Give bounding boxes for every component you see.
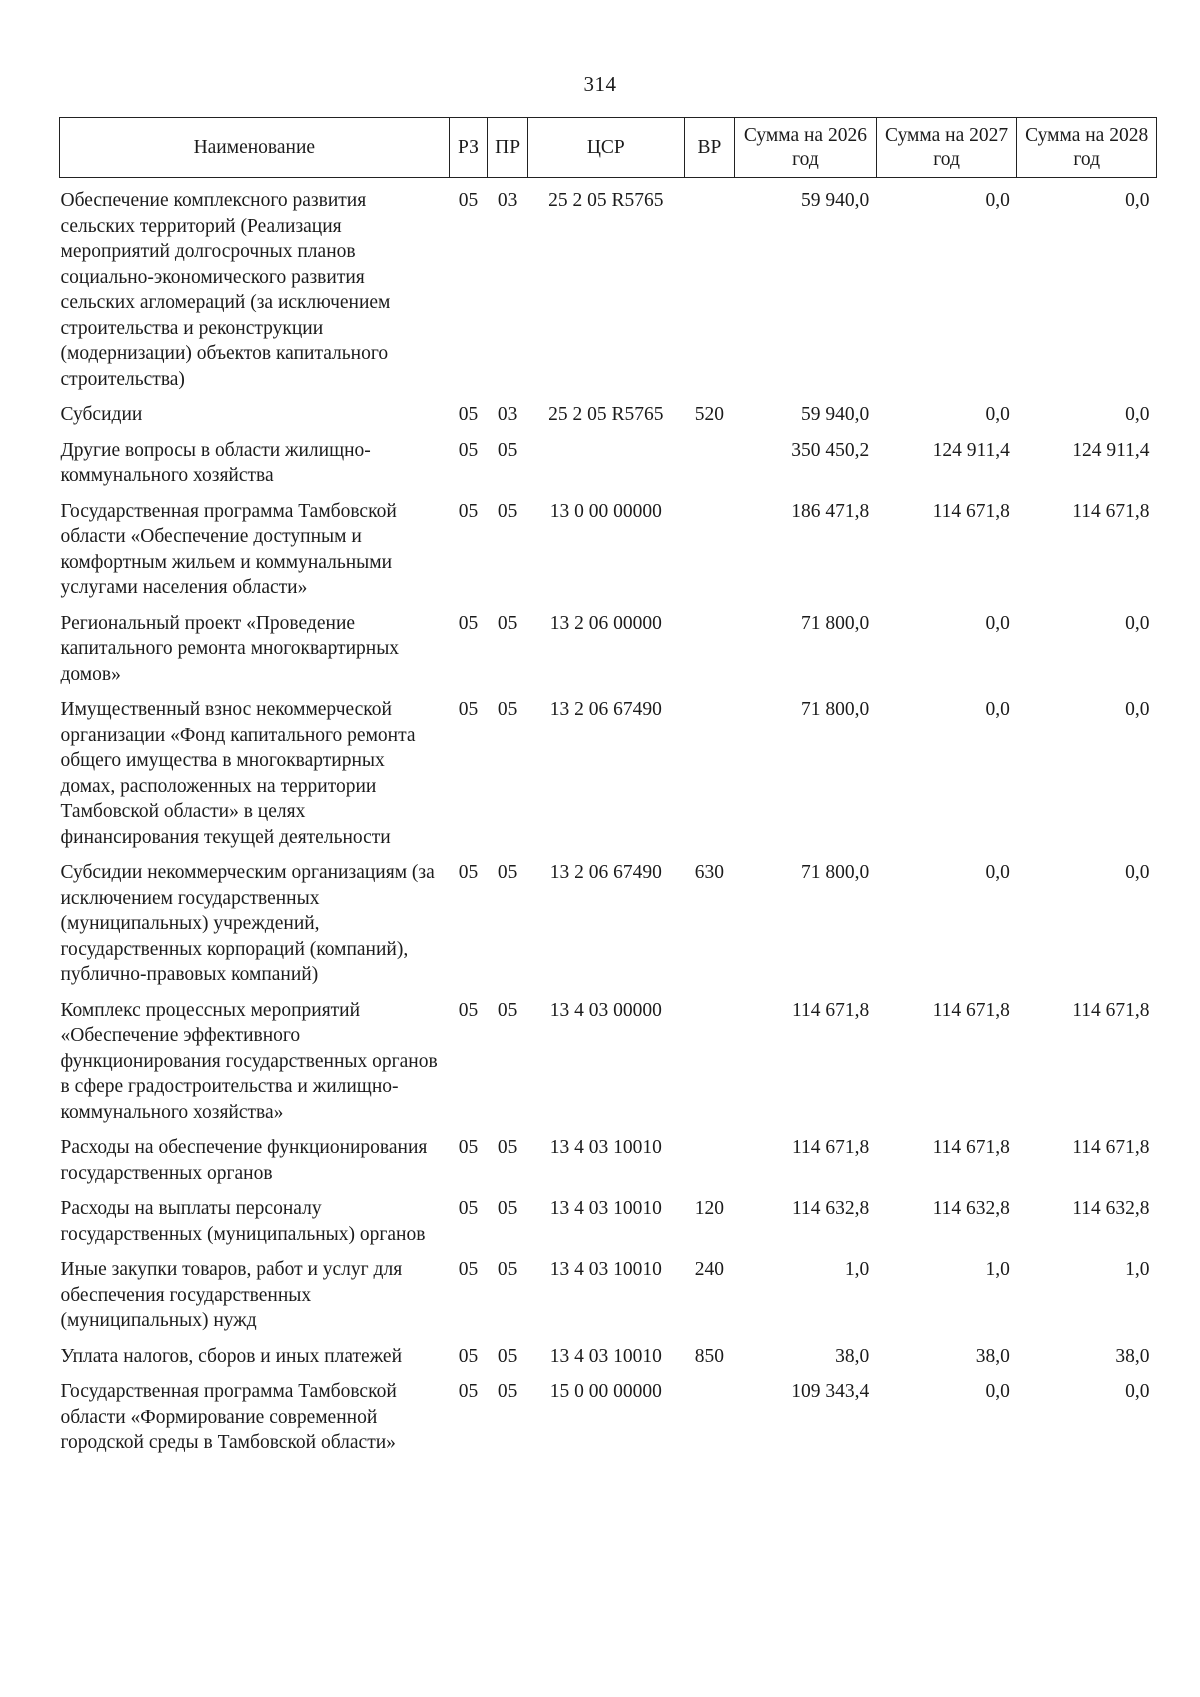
row-sum-2028: 124 911,4 xyxy=(1072,439,1150,461)
row-sum-2026: 71 800,0 xyxy=(801,699,870,720)
row-pr: 05 xyxy=(497,1345,518,1367)
header-rz: РЗ xyxy=(449,118,488,178)
row-name: Расходы на выплаты персоналу государственных (муниципальных) органов xyxy=(60,1198,426,1245)
row-csr: 13 4 03 00000 xyxy=(549,999,662,1021)
row-vr: 520 xyxy=(694,404,725,425)
row-pr: 05 xyxy=(497,699,518,720)
table-row xyxy=(60,850,1157,988)
row-rz: 05 xyxy=(458,1137,479,1158)
table-row xyxy=(60,489,1157,601)
row-sum-2027: 0,0 xyxy=(985,190,1010,211)
row-pr: 05 xyxy=(497,500,518,522)
page-number: 314 xyxy=(583,72,617,96)
table-row xyxy=(60,601,1157,688)
row-sum-2027: 114 671,8 xyxy=(932,1137,1010,1158)
row-pr: 05 xyxy=(497,1137,518,1158)
row-name: Субсидии некоммерческим организациям (за исключением государственных (муниципальных) учреждений, государственных корпораций (компаний), публично-правовых компаний) xyxy=(60,862,435,985)
row-rz: 05 xyxy=(458,439,479,461)
row-sum-2026: 186 471,8 xyxy=(791,500,870,522)
row-pr: 03 xyxy=(497,404,518,425)
row-sum-2027: 0,0 xyxy=(985,862,1010,883)
row-sum-2027: 114 632,8 xyxy=(932,1198,1010,1219)
row-name: Комплекс процессных мероприятий «Обеспечение эффективного функционирования государственных органов в сфере градостроительства и жилищно-коммунального хозяйства» xyxy=(60,999,438,1123)
row-sum-2028: 0,0 xyxy=(1125,699,1150,720)
row-csr: 13 4 03 10010 xyxy=(549,1137,662,1158)
row-sum-2026: 38,0 xyxy=(835,1345,870,1367)
row-vr: 120 xyxy=(694,1198,725,1219)
row-sum-2027: 0,0 xyxy=(985,612,1010,634)
row-rz: 05 xyxy=(458,1381,479,1402)
header-sum-2026: Сумма на 2026 год xyxy=(735,118,877,178)
row-vr: 630 xyxy=(694,862,725,883)
row-csr: 13 0 00 00000 xyxy=(549,500,662,522)
row-sum-2026: 59 940,0 xyxy=(801,190,870,211)
table-row xyxy=(60,178,1157,393)
row-sum-2026: 114 671,8 xyxy=(792,1137,870,1158)
table-row xyxy=(60,1369,1157,1456)
row-pr: 03 xyxy=(497,190,518,211)
row-sum-2026: 350 450,2 xyxy=(791,439,870,461)
table-row xyxy=(60,1247,1157,1334)
row-sum-2026: 71 800,0 xyxy=(801,612,870,634)
header-sum-2027: Сумма на 2027 год xyxy=(876,118,1017,178)
row-sum-2028: 0,0 xyxy=(1125,862,1150,883)
header-vr: ВР xyxy=(684,118,734,178)
row-csr xyxy=(527,428,684,489)
row-vr xyxy=(684,601,734,688)
row-name: Обеспечение комплексного развития сельских территорий (Реализация мероприятий долгосрочных планов социально-экономического развития сельских агломераций (за исключением строительства и реконструкции (модернизации) объектов капитального строительства) xyxy=(60,190,391,390)
row-rz: 05 xyxy=(458,500,479,522)
row-vr xyxy=(684,489,734,601)
table-row xyxy=(60,1334,1157,1370)
row-pr: 05 xyxy=(497,1381,518,1402)
row-pr: 05 xyxy=(497,439,518,461)
row-sum-2026: 59 940,0 xyxy=(801,404,870,425)
table-row xyxy=(60,392,1157,428)
row-sum-2026: 109 343,4 xyxy=(791,1381,870,1402)
row-sum-2028: 0,0 xyxy=(1125,612,1150,634)
row-sum-2027: 0,0 xyxy=(985,1381,1010,1402)
row-csr: 15 0 00 00000 xyxy=(549,1381,662,1402)
budget-table xyxy=(59,117,1157,1456)
row-sum-2028: 0,0 xyxy=(1125,1381,1150,1402)
row-sum-2027: 0,0 xyxy=(985,699,1010,720)
row-vr xyxy=(684,687,734,850)
row-vr: 850 xyxy=(694,1345,725,1367)
row-rz: 05 xyxy=(458,612,479,634)
header-sum-2028: Сумма на 2028 год xyxy=(1017,118,1157,178)
row-sum-2027: 114 671,8 xyxy=(932,999,1010,1021)
row-rz: 05 xyxy=(458,190,479,211)
row-csr: 25 2 05 R5765 xyxy=(548,190,664,211)
row-rz: 05 xyxy=(458,1198,479,1219)
row-csr: 13 4 03 10010 xyxy=(549,1259,662,1280)
row-sum-2026: 114 671,8 xyxy=(792,999,870,1021)
row-csr: 13 4 03 10010 xyxy=(549,1345,662,1367)
row-sum-2028: 114 671,8 xyxy=(1072,999,1150,1021)
row-sum-2028: 114 632,8 xyxy=(1072,1198,1150,1219)
row-vr xyxy=(684,428,734,489)
row-pr: 05 xyxy=(497,999,518,1021)
row-csr: 13 2 06 67490 xyxy=(549,862,662,883)
row-sum-2026: 114 632,8 xyxy=(792,1198,870,1219)
row-rz: 05 xyxy=(458,1259,479,1280)
header-pr: ПР xyxy=(488,118,528,178)
row-rz: 05 xyxy=(458,699,479,720)
header-name: Наименование xyxy=(60,118,450,178)
row-sum-2026: 1,0 xyxy=(844,1259,870,1280)
row-pr: 05 xyxy=(497,862,518,883)
row-name: Другие вопросы в области жилищно-коммунального хозяйства xyxy=(60,439,371,486)
row-rz: 05 xyxy=(458,999,479,1021)
row-vr xyxy=(684,1125,734,1186)
row-sum-2027: 38,0 xyxy=(975,1345,1010,1367)
table-row xyxy=(60,1186,1157,1247)
row-vr xyxy=(684,1369,734,1456)
row-pr: 05 xyxy=(497,612,518,634)
row-sum-2027: 0,0 xyxy=(985,404,1010,425)
row-name: Расходы на обеспечение функционирования государственных органов xyxy=(60,1137,428,1184)
row-csr: 13 2 06 00000 xyxy=(549,612,662,634)
row-sum-2028: 0,0 xyxy=(1125,190,1150,211)
row-csr: 13 4 03 10010 xyxy=(549,1198,662,1219)
table-row xyxy=(60,428,1157,489)
row-name: Уплата налогов, сборов и иных платежей xyxy=(60,1345,403,1367)
row-sum-2028: 114 671,8 xyxy=(1072,1137,1150,1158)
row-csr: 13 2 06 67490 xyxy=(549,699,662,720)
row-sum-2026: 71 800,0 xyxy=(801,862,870,883)
table-row xyxy=(60,687,1157,850)
table-header-row xyxy=(60,118,1157,178)
row-name: Субсидии xyxy=(60,404,143,425)
row-sum-2028: 38,0 xyxy=(1115,1345,1150,1367)
row-name: Государственная программа Тамбовской области «Обеспечение доступным и комфортным жильем и коммунальными услугами населения области» xyxy=(60,500,397,598)
row-csr: 25 2 05 R5765 xyxy=(548,404,664,425)
row-sum-2027: 124 911,4 xyxy=(932,439,1010,461)
row-sum-2027: 114 671,8 xyxy=(932,500,1010,522)
row-vr xyxy=(684,988,734,1126)
row-pr: 05 xyxy=(497,1259,518,1280)
row-rz: 05 xyxy=(458,404,479,425)
row-name: Иные закупки товаров, работ и услуг для обеспечения государственных (муниципальных) нужд xyxy=(60,1259,403,1331)
row-name: Региональный проект «Проведение капитального ремонта многоквартирных домов» xyxy=(60,612,400,685)
row-name: Имущественный взнос некоммерческой организации «Фонд капитального ремонта общего имущества в многоквартирных домах, расположенных на территории Тамбовской области» в целях финансирования текущей деятельности xyxy=(60,699,416,848)
table-row xyxy=(60,988,1157,1126)
header-csr: ЦСР xyxy=(527,118,684,178)
row-sum-2028: 1,0 xyxy=(1125,1259,1150,1280)
table-row xyxy=(60,1125,1157,1186)
row-vr: 240 xyxy=(694,1259,725,1280)
row-sum-2028: 0,0 xyxy=(1125,404,1150,425)
row-sum-2028: 114 671,8 xyxy=(1072,500,1150,522)
row-sum-2027: 1,0 xyxy=(985,1259,1010,1280)
row-rz: 05 xyxy=(458,1345,479,1367)
row-name: Государственная программа Тамбовской области «Формирование современной городской среды в Тамбовской области» xyxy=(60,1381,397,1453)
row-pr: 05 xyxy=(497,1198,518,1219)
row-rz: 05 xyxy=(458,862,479,883)
row-vr xyxy=(684,178,734,393)
